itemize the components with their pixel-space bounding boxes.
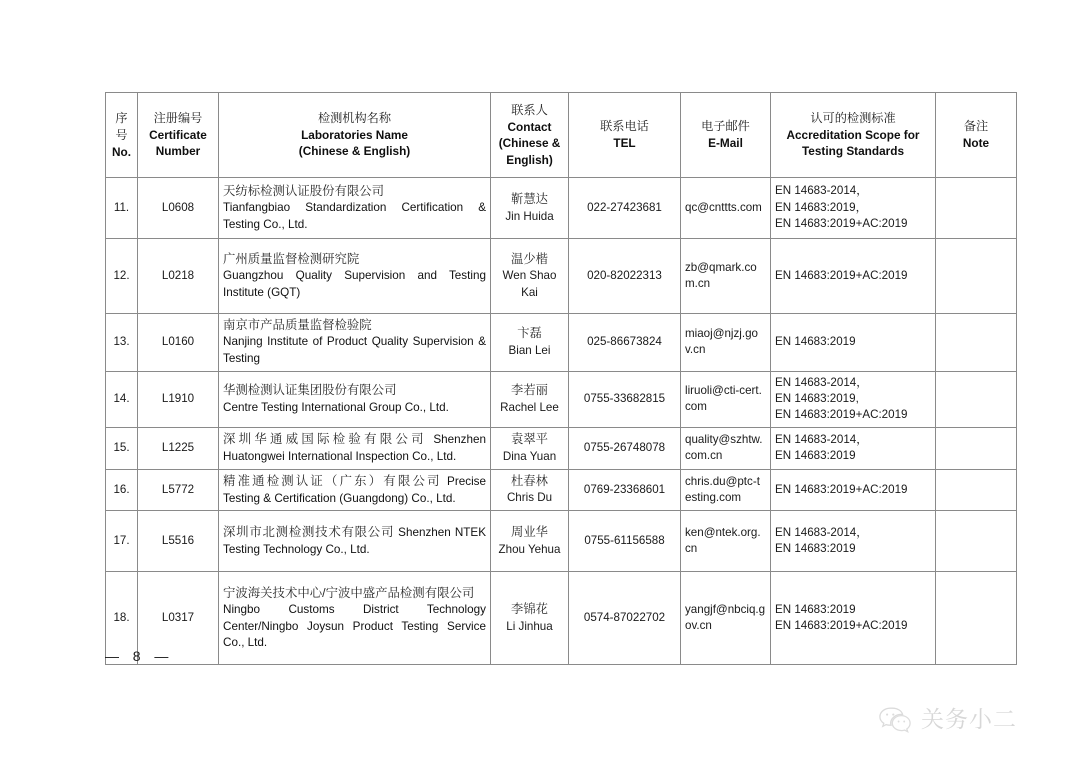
contact-person xyxy=(491,427,569,469)
certificate-number: L1225 xyxy=(138,427,219,469)
column-header-certificate-number xyxy=(138,93,219,178)
certificate-number: L5772 xyxy=(138,469,219,511)
column-header-note xyxy=(936,93,1017,178)
row-number: 18. xyxy=(106,572,138,665)
column-header-note-cn: 备注 xyxy=(963,119,989,134)
laboratory-name-cn: 宁波海关技术中心/宁波中盛产品检测有限公司 xyxy=(223,585,475,600)
column-header-tel xyxy=(569,93,681,178)
table-row xyxy=(106,314,1017,372)
standard-line: EN 14683-2014， xyxy=(775,525,868,539)
column-header-no-cn: 序号 xyxy=(115,111,128,142)
laboratory-name xyxy=(219,469,491,511)
laboratory-name-cn: 南京市产品质量监督检验院 xyxy=(223,318,372,332)
telephone: 025-86673824 xyxy=(569,314,681,372)
email-address: yangjf@nbciq.gov.cn xyxy=(681,572,771,665)
standard-line: EN 14683:2019 xyxy=(775,542,856,556)
laboratory-name-flow xyxy=(223,431,486,466)
standard-line: EN 14683-2014， xyxy=(775,432,868,446)
table-row xyxy=(106,469,1017,511)
email-address: ken@ntek.org.cn xyxy=(681,511,771,572)
note xyxy=(936,239,1017,314)
accreditation-standards xyxy=(771,511,936,572)
row-number: 11. xyxy=(106,178,138,239)
accreditation-standards xyxy=(771,469,936,511)
laboratory-name xyxy=(219,511,491,572)
laboratory-name-en: Precise Testing & Certification (Guangdong) Co., Ltd. xyxy=(223,474,487,505)
laboratory-name xyxy=(219,427,491,469)
contact-person xyxy=(491,239,569,314)
accreditation-standards xyxy=(771,239,936,314)
row-number: 16. xyxy=(106,469,138,511)
email-address: liruoli@cti-cert.com xyxy=(681,371,771,427)
telephone: 0755-33682815 xyxy=(569,371,681,427)
contact-person-en: Chris Du xyxy=(506,491,553,505)
standard-line: EN 14683:2019 xyxy=(775,335,856,349)
laboratory-name-cn: 华测检测认证集团股份有限公司 xyxy=(223,383,397,398)
laboratory-name-cn: 广州质量监督检测研究院 xyxy=(223,251,360,266)
certificate-number: L0218 xyxy=(138,239,219,314)
telephone: 0769-23368601 xyxy=(569,469,681,511)
email-address: quality@szhtw.com.cn xyxy=(681,427,771,469)
contact-person-en: Zhou Yehua xyxy=(498,542,561,556)
contact-person xyxy=(491,314,569,372)
email-address: miaoj@njzj.gov.cn xyxy=(681,314,771,372)
standard-line: EN 14683-2014， xyxy=(775,184,868,198)
contact-person-cn: 杜春林 xyxy=(511,474,548,489)
note xyxy=(936,511,1017,572)
certificate-number: L0608 xyxy=(138,178,219,239)
column-header-accreditation-scope xyxy=(771,93,936,178)
contact-person-cn: 卞磊 xyxy=(517,326,542,341)
row-number: 13. xyxy=(106,314,138,372)
accreditation-standards xyxy=(771,572,936,665)
certificate-number: L5516 xyxy=(138,511,219,572)
note xyxy=(936,314,1017,372)
contact-person-cn: 靳慧达 xyxy=(511,192,548,207)
email-address: qc@cnttts.com xyxy=(681,178,771,239)
laboratory-name-cn: 深圳市北测检测技术有限公司 xyxy=(223,524,395,539)
note xyxy=(936,427,1017,469)
column-header-cert-en-line2: Number xyxy=(155,144,201,159)
standard-line: EN 14683:2019, xyxy=(775,392,859,406)
telephone: 020-82022313 xyxy=(569,239,681,314)
watermark-text: 关务小二 xyxy=(921,706,1017,733)
telephone: 0574-87022702 xyxy=(569,572,681,665)
laboratory-name xyxy=(219,314,491,372)
column-header-tel-cn: 联系电话 xyxy=(600,119,649,134)
row-number: 15. xyxy=(106,427,138,469)
standard-line: EN 14683:2019+AC:2019 xyxy=(775,217,908,231)
column-header-tel-en: TEL xyxy=(613,136,636,151)
standard-line: EN 14683:2019+AC:2019 xyxy=(775,268,908,282)
column-header-lab-en-line1: Laboratories Name xyxy=(301,128,408,143)
certificate-number: L1910 xyxy=(138,371,219,427)
standard-line: EN 14683:2019+AC:2019 xyxy=(775,408,908,422)
column-header-mail-en: E-Mail xyxy=(708,136,743,151)
telephone: 022-27423681 xyxy=(569,178,681,239)
table-row xyxy=(106,239,1017,314)
contact-person-en: Wen Shao Kai xyxy=(502,269,557,299)
table-row xyxy=(106,371,1017,427)
row-number: 14. xyxy=(106,371,138,427)
column-header-note-en: Note xyxy=(962,136,990,151)
wechat-icon xyxy=(878,706,912,734)
table-header-row xyxy=(106,93,1017,178)
note xyxy=(936,371,1017,427)
standard-line: EN 14683-2014， xyxy=(775,375,868,389)
laboratory-name-en: Shenzhen NTEK Testing Technology Co., Ltd. xyxy=(223,525,487,556)
contact-person-en: Jin Huida xyxy=(505,209,554,223)
table-header xyxy=(106,93,1017,178)
column-header-cert-cn: 注册编号 xyxy=(153,111,203,126)
laboratory-name xyxy=(219,371,491,427)
contact-person xyxy=(491,572,569,665)
telephone: 0755-61156588 xyxy=(569,511,681,572)
accreditation-standards xyxy=(771,371,936,427)
laboratories-table xyxy=(105,92,1017,665)
email-address: chris.du@ptc-testing.com xyxy=(681,469,771,511)
table-row xyxy=(106,511,1017,572)
accreditation-standards xyxy=(771,427,936,469)
certificate-number: L0317 xyxy=(138,572,219,665)
laboratory-name-flow xyxy=(223,473,486,508)
row-number: 17. xyxy=(106,511,138,572)
accreditation-standards xyxy=(771,178,936,239)
standard-line: EN 14683:2019+AC:2019 xyxy=(775,482,908,496)
column-header-contact-en-line3: English) xyxy=(506,152,553,167)
contact-person xyxy=(491,178,569,239)
laboratory-name-en: Ningbo Customs District Technology Center/Ningbo Joysun Product Testing Service Co., Ltd. xyxy=(223,603,486,650)
contact-person-cn: 李锦花 xyxy=(511,602,548,617)
column-header-mail-cn: 电子邮件 xyxy=(701,119,750,134)
column-header-no-en: No. xyxy=(111,144,131,159)
note xyxy=(936,178,1017,239)
column-header-std-cn: 认可的检测标准 xyxy=(810,111,896,126)
laboratory-name-en: Tianfangbiao Standardization Certification & Testing Co., Ltd. xyxy=(223,201,486,231)
column-header-lab-cn: 检测机构名称 xyxy=(317,111,392,126)
contact-person-cn: 周业华 xyxy=(511,525,548,540)
laboratory-name-en: Shenzhen Huatongwei International Inspection Co., Ltd. xyxy=(223,432,487,463)
laboratory-name-cn: 天纺标检测认证股份有限公司 xyxy=(223,183,385,198)
column-header-lab-en-line2: (Chinese & English) xyxy=(298,144,411,159)
laboratory-name-en: Nanjing Institute of Product Quality Supervision & Testing xyxy=(223,335,486,365)
contact-person-en: Bian Lei xyxy=(508,343,551,357)
laboratory-name-cn: 深圳华通威国际检验有限公司 xyxy=(223,431,427,446)
column-header-std-en-line1: Accreditation Scope for xyxy=(786,128,920,143)
note xyxy=(936,572,1017,665)
contact-person-en: Dina Yuan xyxy=(502,449,557,463)
contact-person xyxy=(491,511,569,572)
email-address: zb@qmark.com.cn xyxy=(681,239,771,314)
laboratory-name-cn: 精准通检测认证（广东）有限公司 xyxy=(223,473,442,488)
note xyxy=(936,469,1017,511)
watermark xyxy=(878,706,1017,734)
certificate-number: L0160 xyxy=(138,314,219,372)
column-header-contact-cn: 联系人 xyxy=(511,103,548,118)
table-row xyxy=(106,427,1017,469)
contact-person xyxy=(491,469,569,511)
standard-line: EN 14683:2019， xyxy=(775,200,868,214)
accreditation-standards xyxy=(771,314,936,372)
column-header-cert-en-line1: Certificate xyxy=(149,128,207,143)
column-header-laboratories-name xyxy=(219,93,491,178)
standard-line: EN 14683:2019+AC:2019 xyxy=(775,619,908,633)
laboratory-name-en: Guangzhou Quality Supervision and Testing Institute (GQT) xyxy=(223,269,486,299)
telephone: 0755-26748078 xyxy=(569,427,681,469)
contact-person-cn: 李若丽 xyxy=(511,383,548,398)
standard-line: EN 14683:2019 xyxy=(775,449,856,463)
laboratory-name xyxy=(219,178,491,239)
laboratory-name-en: Centre Testing International Group Co., Ltd. xyxy=(223,400,449,414)
column-header-email xyxy=(681,93,771,178)
laboratory-name xyxy=(219,239,491,314)
column-header-no xyxy=(106,93,138,178)
row-number: 12. xyxy=(106,239,138,314)
contact-person-cn: 袁翠平 xyxy=(511,432,548,447)
laboratory-name-flow xyxy=(223,524,486,559)
column-header-std-en-line2: Testing Standards xyxy=(801,144,905,159)
standard-line: EN 14683:2019 xyxy=(775,602,856,616)
contact-person-en: Li Jinhua xyxy=(506,619,553,633)
column-header-contact xyxy=(491,93,569,178)
table-body xyxy=(106,178,1017,665)
column-header-contact-en-line2: (Chinese & xyxy=(498,136,561,151)
column-header-contact-en-line1: Contact xyxy=(507,120,552,135)
contact-person-cn: 温少楷 xyxy=(511,251,548,266)
contact-person xyxy=(491,371,569,427)
table-row xyxy=(106,178,1017,239)
contact-person-en: Rachel Lee xyxy=(500,400,559,414)
page-number: — 8 — xyxy=(105,648,171,664)
